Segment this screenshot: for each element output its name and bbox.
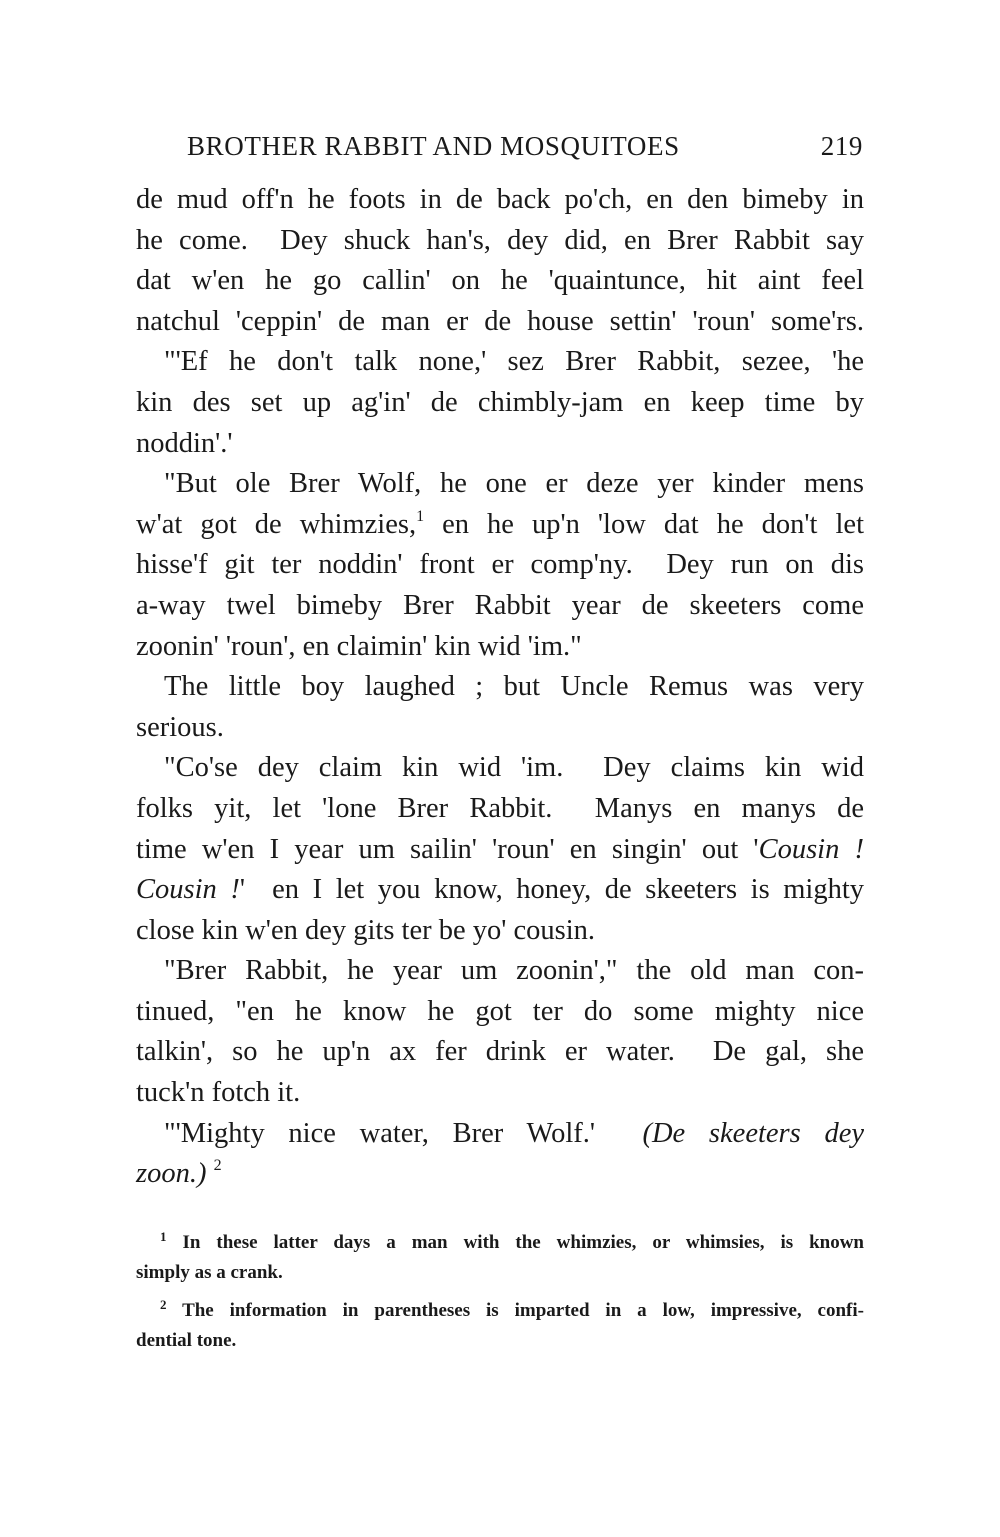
footnotes [136,1228,864,1356]
text-line: tuck'n fotch it. [136,1077,301,1109]
footnote-line: simply as a crank. [136,1262,283,1283]
text-line: talkin', so he up'n ax fer drink er water. De gal, she [136,1036,864,1068]
text-line: close kin w'en dey gits ter be yo' cousin. [136,914,596,946]
text-line: natchul 'ceppin' de man er de house settin' 'roun' some'rs. [136,305,864,337]
text-line: dat w'en he go callin' on he 'quaintunce, hit aint feel [136,265,864,297]
text-line: noddin'.' [136,427,233,459]
text-line: w'at got de whimzies,$^1$ en he up'n 'low dat he don't let [136,507,864,540]
text-line: "But ole Brer Wolf, he one er deze yer kinder mens [164,468,864,500]
footnote-2 [136,1296,864,1356]
text-line: hisse'f git ter noddin' front er comp'ny. Dey run on dis [136,549,864,581]
footnote-ref-2: 2 [213,1157,222,1175]
text-line: "Co'se dey claim kin wid 'im. Dey claims kin wid [164,752,864,784]
text-line: "'Ef he don't talk none,' sez Brer Rabbit, sezee, 'he [164,346,864,378]
text-line: time w'en I year um sailin' 'roun' en singin' out 'Cousin ! [136,833,864,865]
text-line: zoonin' 'roun', en claimin' kin wid 'im." [136,630,582,662]
paragraph-5 [136,748,864,951]
text-line: kin des set up ag'in' de chimbly-jam en keep time by [136,386,864,418]
body-text [136,180,864,1195]
text-line: "'Mighty nice water, Brer Wolf.' (De skeeters dey [164,1117,865,1149]
paragraph-2 [136,342,864,464]
paragraph-3 [136,464,864,667]
footnote-ref-1: 1 [416,507,425,525]
text-line: a-way twel bimeby Brer Rabbit year de skeeters come [136,589,864,621]
text-line: serious. [136,711,224,743]
paragraph-4 [136,667,864,748]
text-line: tinued, "en he know he got ter do some mighty nice [136,995,864,1027]
footnote-mark: 1 [160,1229,167,1244]
footnote-line: dential tone. [136,1330,237,1351]
footnote-1 [136,1228,864,1288]
text-line: he come. Dey shuck han's, dey did, en Brer Rabbit say [136,224,864,256]
text-line: The little boy laughed ; but Uncle Remus was very [164,671,864,703]
paragraph-7 [136,1114,864,1195]
paragraph-1 [136,180,864,342]
footnote-line: $^1$ In these latter days a man with the whimzies, or whimsies, is known [160,1229,864,1253]
running-head-title: BROTHER RABBIT AND MOSQUITOES [187,131,680,161]
page-number: 219 [820,131,863,161]
paragraph-6 [136,951,864,1113]
text-line: "Brer Rabbit, he year um zoonin'," the old man con- [164,955,864,987]
running-head [187,126,863,166]
text-line: de mud off'n he foots in de back po'ch, en den bimeby in [136,184,864,215]
text-line: folks yit, let 'lone Brer Rabbit. Manys en manys de [136,792,864,824]
footnote-mark: 2 [160,1297,167,1312]
footnote-line: $^2$ The information in parentheses is imparted in a low, impressive, confi- [160,1297,864,1321]
text-line: zoon.) $^2$ [136,1157,222,1190]
text-line: Cousin !' en I let you know, honey, de skeeters is mighty [136,874,864,906]
